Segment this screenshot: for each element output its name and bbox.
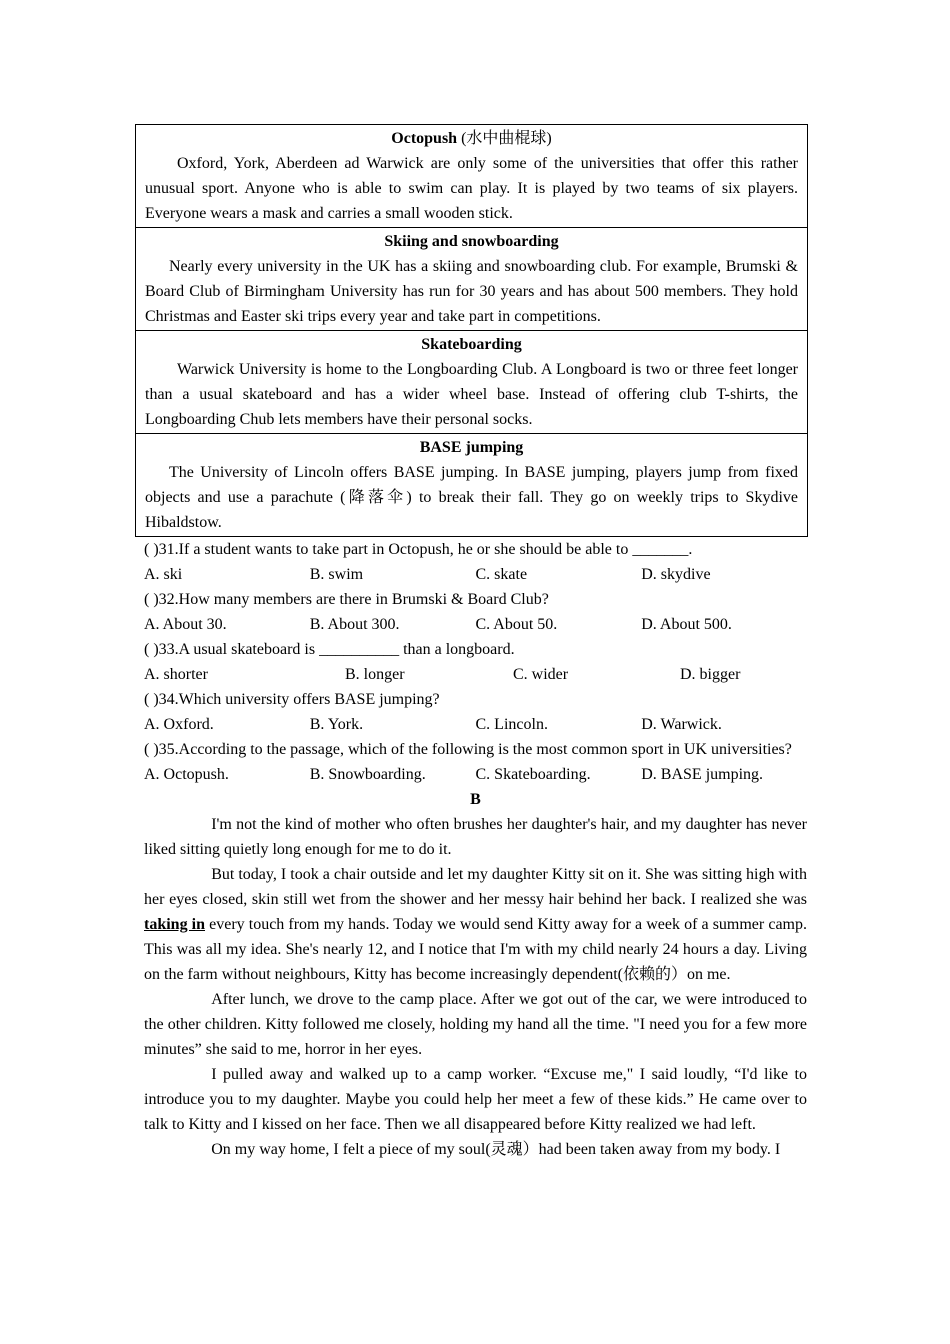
section-text: Warwick University is home to the Longboarding Club. A Longboard is two or three feet longer than a usual skateboard and has a wider wheel base. Instead of offering club T-shirts, the Longboarding Chub lets members have their personal socks. <box>145 361 798 428</box>
option-c: C. About 50. <box>475 616 558 633</box>
option-a: A. About 30. <box>144 616 227 633</box>
section-title: Skiing and snowboarding <box>384 233 559 250</box>
option-d: D. skydive <box>641 566 711 583</box>
section-octopush <box>136 125 808 228</box>
question-34: ( )34.Which university offers BASE jumping? <box>144 691 440 708</box>
sports-table <box>135 124 808 537</box>
passage-paragraph: But today, I took a chair outside and let my daughter Kitty sit on it. She was sitting high with her eyes closed, skin still wet from the shower and her messy hair behind her back. I realized she was taking in every touch from my hands. Today we would send Kitty away for a week of a summer camp. This was all my idea. She's nearly 12, and I notice that I'm with my child nearly 24 hours a day. Living on the farm without neighbours, Kitty has become increasingly dependent(依赖的）on me. <box>144 866 807 983</box>
question-32: ( )32.How many members are there in Brumski & Board Club? <box>144 591 549 608</box>
option-b: B. About 300. <box>309 616 400 633</box>
passage-paragraph: I pulled away and walked up to a camp worker. “Excuse me," I said loudly, “I'd like to introduce you to my daughter. Maybe you could help her meet a few of these kids.” He came over to talk to Kitty and I kissed on her face. Then we all disappeared before Kitty realized we had left. <box>144 1066 807 1133</box>
option-b: B. Snowboarding. <box>309 766 426 783</box>
option-d: D. About 500. <box>641 616 732 633</box>
section-text: Nearly every university in the UK has a skiing and snowboarding club. For example, Brumski & Board Club of Birmingham University has run for 30 years and has about 500 members. They hold Christmas and Easter ski trips every year and take part in competitions. <box>145 258 798 325</box>
option-b: B. swim <box>309 566 364 583</box>
section-text: The University of Lincoln offers BASE jumping. In BASE jumping, players jump from fixed objects and use a parachute (降落伞) to break their fall. They go on weekly trips to Skydive Hibaldstow. <box>145 464 798 531</box>
question-35: ( )35.According to the passage, which of the following is the most common sport in UK universities? <box>144 741 792 758</box>
section-skiing <box>136 228 808 331</box>
options-31 <box>144 562 807 587</box>
passage-paragraph: After lunch, we drove to the camp place. After we got out of the car, we were introduced to the other children. Kitty followed me closely, holding my hand all the time. "I need you for a few more minutes” she said to me, horror in her eyes. <box>144 991 807 1058</box>
questions-block <box>135 537 807 1162</box>
part-b-heading: B <box>470 791 481 808</box>
passage-paragraph: I'm not the kind of mother who often brushes her daughter's hair, and my daughter has never liked sitting quietly long enough for me to do it. <box>144 816 807 858</box>
option-a: A. ski <box>144 566 183 583</box>
option-d: D. bigger <box>680 666 741 683</box>
option-b: B. York. <box>309 716 364 733</box>
option-c: C. wider <box>513 666 569 683</box>
option-d: D. Warwick. <box>641 716 722 733</box>
options-33 <box>144 662 807 687</box>
table-row <box>136 331 808 434</box>
table-row <box>136 125 808 228</box>
option-c: C. Lincoln. <box>475 716 548 733</box>
passage-paragraph: On my way home, I felt a piece of my soul(灵魂）had been taken away from my body. I <box>211 1141 781 1158</box>
option-a: A. Octopush. <box>144 766 229 783</box>
options-35 <box>144 762 807 787</box>
underlined-term: taking in <box>144 916 206 933</box>
option-c: C. Skateboarding. <box>475 766 591 783</box>
options-34 <box>144 712 807 737</box>
question-31: ( )31.If a student wants to take part in Octopush, he or she should be able to _______. <box>144 541 693 558</box>
section-title: Octopush (水中曲棍球) <box>391 130 552 147</box>
table-row <box>136 434 808 537</box>
question-33: ( )33.A usual skateboard is __________ than a longboard. <box>144 641 515 658</box>
option-d: D. BASE jumping. <box>641 766 764 783</box>
section-title-cn: (水中曲棍球) <box>457 130 552 147</box>
table-row <box>136 228 808 331</box>
section-title: BASE jumping <box>419 439 524 456</box>
option-c: C. skate <box>475 566 528 583</box>
section-text: Oxford, York, Aberdeen ad Warwick are only some of the universities that offer this rather unusual sport. Anyone who is able to swim can play. It is played by two teams of six players. Everyone wears a mask and carries a small wooden stick. <box>145 155 798 222</box>
section-title: Skateboarding <box>421 336 522 353</box>
options-32 <box>144 612 807 637</box>
option-a: A. Oxford. <box>144 716 214 733</box>
section-base-jumping <box>136 434 808 537</box>
option-a: A. shorter <box>144 666 208 683</box>
section-skateboarding <box>136 331 808 434</box>
option-b: B. longer <box>345 666 405 683</box>
worksheet-page <box>135 124 808 1162</box>
